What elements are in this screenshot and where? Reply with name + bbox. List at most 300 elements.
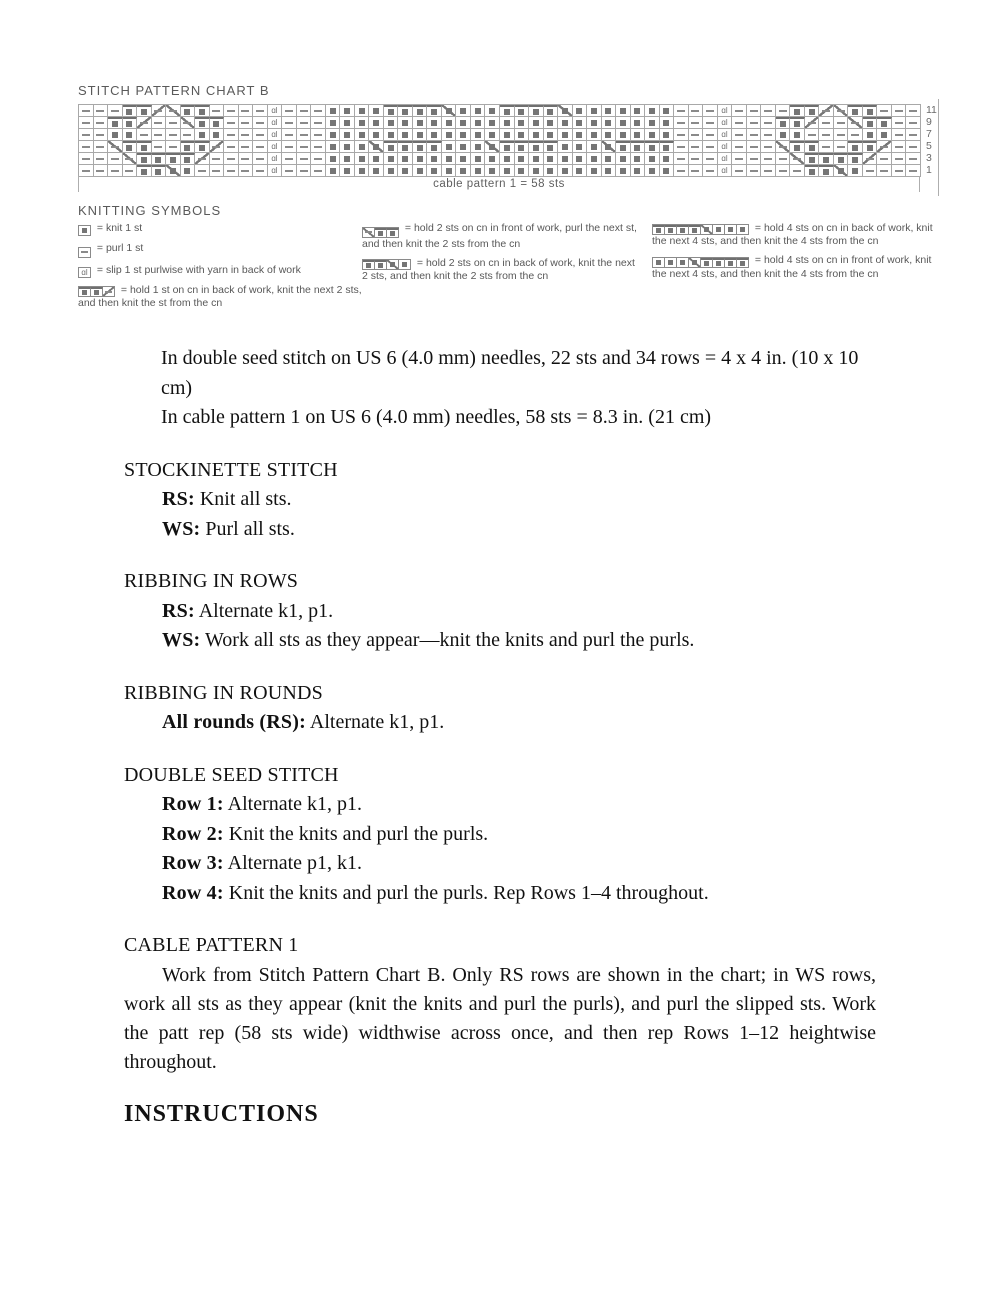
chart-cell [413,165,428,177]
chart-cell [653,258,665,268]
chart-cell [369,105,384,117]
chart-cell [892,153,907,165]
chart-cell [108,165,123,177]
chart-cell [713,258,725,268]
chart-cell [848,165,863,177]
chart-cell [340,141,355,153]
chart-cell [311,141,326,153]
legend-item [652,222,934,248]
chart-cell [689,225,701,235]
chart-cell [747,129,762,141]
chart-cell [79,287,91,297]
chart-cell [239,153,254,165]
chart-cell [529,141,544,153]
chart-cell [282,117,297,129]
chart-cell [79,226,91,236]
chart-row-number: 3 [926,152,932,164]
chart-cell [210,105,225,117]
chart-cell [413,117,428,129]
chart-cell [863,129,878,141]
chart-cell [587,153,602,165]
chart-cell [123,105,138,117]
chart-cell [427,117,442,129]
chart-cell [573,117,588,129]
chart-title: STITCH PATTERN CHART B [78,83,270,98]
chart-row-number: 9 [926,116,932,128]
stitch-chart-grid [78,104,921,177]
chart-cell [703,165,718,177]
chart-cell [398,129,413,141]
chart-cell [834,117,849,129]
chart-cell [442,129,457,141]
chart-cell [253,165,268,177]
chart-cell [747,117,762,129]
chart-cell [660,165,675,177]
chart-cell [442,153,457,165]
chart-cell [674,141,689,153]
chart-cell [819,129,834,141]
entry: RS: Knit all sts. [162,488,292,510]
chart-cell [529,105,544,117]
chart-cell [239,117,254,129]
chart-cell [195,141,210,153]
section-heading-double-seed: DOUBLE SEED STITCH [124,763,339,786]
chart-cell [427,129,442,141]
chart-cell [108,141,123,153]
chart-cell [224,129,239,141]
chart-cell [363,260,375,270]
legend-text: = hold 4 sts on cn in front of work, knit the next 4 sts, and then knit the 4 sts from the cn [652,254,932,280]
chart-cell [456,117,471,129]
chart-cell [689,153,704,165]
chart-cell [311,153,326,165]
chart-cell [195,153,210,165]
chart-cell [485,117,500,129]
chart-cell [340,153,355,165]
entry: Row 1: Alternate k1, p1. [162,793,363,815]
chart-cell [834,141,849,153]
entry: Row 3: Alternate p1, k1. [162,852,363,874]
chart-cell [384,129,399,141]
chart-cell [210,129,225,141]
chart-cell [181,165,196,177]
chart-cell [790,117,805,129]
entry: RS: Alternate k1, p1. [162,599,334,622]
chart-cell [500,105,515,117]
chart-cell [297,129,312,141]
chart-cell [834,129,849,141]
chart-cell [674,117,689,129]
chart-cell [442,117,457,129]
chart-cell [761,129,776,141]
chart-cell [398,153,413,165]
chart-cell [631,165,646,177]
chart-cell [123,141,138,153]
chart-cell [689,165,704,177]
chart-cell: ɑl [718,105,733,117]
chart-cell [834,165,849,177]
chart-cell [369,141,384,153]
chart-cell [94,165,109,177]
chart-cell [790,141,805,153]
chart-cell [485,141,500,153]
chart-cell [558,117,573,129]
chart-cell [631,153,646,165]
chart-cell [152,117,167,129]
chart-cell [79,153,94,165]
legend-symbol [78,286,115,297]
chart-cell [210,141,225,153]
chart-cell [877,105,892,117]
chart-cell [137,153,152,165]
legend-text: = hold 1 st on cn in back of work, knit the next 2 sts, and then knit the st from the cn [78,284,362,309]
chart-cell [253,117,268,129]
chart-cell [689,117,704,129]
chart-cell [645,153,660,165]
legend-text: = slip 1 st purlwise with yarn in back of work [94,263,301,276]
chart-cell [863,117,878,129]
chart-cell [326,141,341,153]
chart-cell [253,129,268,141]
chart-cell [427,105,442,117]
chart-cell [195,129,210,141]
chart-cell [340,105,355,117]
legend-text: = knit 1 st [94,222,143,234]
chart-cell [442,105,457,117]
chart-cell [761,117,776,129]
chart-cell [427,165,442,177]
chart-cell [660,117,675,129]
chart-cell: ɑl [718,117,733,129]
chart-cell [384,153,399,165]
chart-cell [848,129,863,141]
chart-cell [471,105,486,117]
chart-cell [326,129,341,141]
chart-cell [737,225,749,235]
chart-cell [515,165,530,177]
chart-cell: ɑl [268,141,283,153]
chart-cell [713,225,725,235]
chart-cell [137,117,152,129]
chart-cell [369,165,384,177]
chart-cell [224,165,239,177]
chart-cell [558,105,573,117]
legend-column-middle [362,222,640,289]
chart-cell [108,117,123,129]
chart-cell [79,248,91,258]
chart-cell [677,225,689,235]
chart-cell [725,258,737,268]
chart-cell [471,165,486,177]
chart-cell [747,165,762,177]
chart-cell [616,105,631,117]
chart-cell [239,165,254,177]
chart-cell [253,105,268,117]
chart-cell [703,105,718,117]
chart-cell [79,141,94,153]
chart-cell [355,105,370,117]
chart-cell [369,129,384,141]
chart-cell [790,153,805,165]
chart-cell [384,141,399,153]
chart-cell [776,117,791,129]
chart-cell [631,105,646,117]
chart-cell [892,141,907,153]
chart-cell [877,165,892,177]
chart-cell [500,165,515,177]
cable-pattern-paragraph: Work from Stitch Pattern Chart B. Only RS rows are shown in the chart; in WS rows, work all sts as they appear (knit the knits and purl the purls), and purl the slipped sts. Work the patt rep (58 sts wide) widthwise across once, and then rep Rows 1–12 heightwise throughout. [124,963,876,1073]
legend-text: = purl 1 st [94,242,144,254]
chart-cell [776,153,791,165]
chart-cell [282,141,297,153]
section-heading-ribbing-rows: RIBBING IN ROWS [124,570,299,592]
chart-cell [906,105,921,117]
chart-cell [701,258,713,268]
chart-cell [544,153,559,165]
chart-cell [456,105,471,117]
legend-symbol [78,225,91,236]
chart-cell [355,129,370,141]
chart-cell [877,141,892,153]
chart-cell [848,105,863,117]
chart-cell [805,129,820,141]
chart-cell [906,153,921,165]
chart-cell [166,129,181,141]
chart-row-number: 11 [926,104,937,116]
section-heading-cable-pattern: CABLE PATTERN 1 [124,934,299,956]
chart-cell [631,129,646,141]
chart-cell [602,165,617,177]
chart-cell [602,153,617,165]
chart-cell [653,225,665,235]
legend-item [78,242,364,258]
chart-cell [442,165,457,177]
chart-cell [500,153,515,165]
chart-cell [863,141,878,153]
chart-cell [660,105,675,117]
chart-cell [94,129,109,141]
chart-cell [805,165,820,177]
chart-cell [355,141,370,153]
chart-cell [544,117,559,129]
chart-cell [544,141,559,153]
legend-title: KNITTING SYMBOLS [78,203,222,218]
chart-cell [602,141,617,153]
chart-cell [587,141,602,153]
chart-cell [616,129,631,141]
chart-cell [674,153,689,165]
chart-cell [456,153,471,165]
chart-cell [210,165,225,177]
chart-cell [761,105,776,117]
chart-cell [573,153,588,165]
chart-cell [819,141,834,153]
chart-cell [674,105,689,117]
chart-cell [94,153,109,165]
chart-cell [456,129,471,141]
chart-cell [297,141,312,153]
chart-cell [631,141,646,153]
chart-cell [819,105,834,117]
legend-item [652,254,934,281]
chart-cell: ɑl [268,153,283,165]
chart-cell [790,129,805,141]
chart-cell [123,153,138,165]
chart-cell [732,117,747,129]
chart-cell [677,258,689,268]
chart-cell [471,153,486,165]
chart-cell [805,105,820,117]
entry: WS: Purl all sts. [162,517,295,540]
gauge-line-1: In double seed stitch on US 6 (4.0 mm) needles, 22 sts and 34 rows = 4 x 4 in. (10 x 10 cm) [161,347,859,399]
chart-cell [297,117,312,129]
chart-cell [631,117,646,129]
chart-cell [355,165,370,177]
chart-cell [442,141,457,153]
entry: All rounds (RS): Alternate k1, p1. [162,711,445,733]
chart-cell [587,165,602,177]
chart-cell [602,129,617,141]
chart-cell [282,165,297,177]
chart-cell [224,105,239,117]
chart-cell [399,260,411,270]
chart-cell [747,153,762,165]
instructions-heading: INSTRUCTIONS [124,1100,319,1127]
chart-cell [848,153,863,165]
chart-cell [375,260,387,270]
chart-cell [166,141,181,153]
body-text [124,344,876,1129]
chart-cell [152,153,167,165]
chart-cell [181,153,196,165]
chart-cell [181,117,196,129]
legend-text: = hold 4 sts on cn in back of work, knit the next 4 sts, and then knit the 4 sts from the cn [652,222,933,247]
chart-repeat-caption: cable pattern 1 = 58 sts [433,178,565,190]
chart-cell [674,165,689,177]
chart-cell [282,129,297,141]
chart-cell [805,153,820,165]
legend-item [78,284,364,310]
chart-cell [355,117,370,129]
chart-cell [326,165,341,177]
chart-cell [297,105,312,117]
chart-cell [776,165,791,177]
chart-cell [91,287,103,297]
chart-cell [79,165,94,177]
chart-cell [224,141,239,153]
chart-cell [732,105,747,117]
gauge-block [161,344,876,433]
chart-cell [108,129,123,141]
chart-cell [737,258,749,268]
chart-cell [616,117,631,129]
chart-cell [224,153,239,165]
chart-cell [123,165,138,177]
chart-cell [108,153,123,165]
chart-cell [747,141,762,153]
chart-cell [544,165,559,177]
chart-cell [413,141,428,153]
chart-cell [195,165,210,177]
chart-cell [660,129,675,141]
chart-cell [863,153,878,165]
chart-cell [500,141,515,153]
chart-cell [326,117,341,129]
chart-cell [906,141,921,153]
legend-text: = hold 2 sts on cn in front of work, purl the next st, and then knit the 2 sts from the cn [362,222,637,250]
chart-cell [544,105,559,117]
chart-cell [616,165,631,177]
chart-cell [500,129,515,141]
chart-cell: ɑl [79,268,91,278]
chart-cell: ɑl [268,165,283,177]
chart-cell [790,165,805,177]
chart-cell [732,165,747,177]
chart-cell [363,228,375,238]
chart-cell [515,153,530,165]
chart-cell [877,129,892,141]
chart-cell [529,153,544,165]
chart-cell: ɑl [718,165,733,177]
chart-row-number: 7 [926,128,932,140]
chart-cell [369,153,384,165]
chart-cell [732,141,747,153]
chart-cell [515,141,530,153]
chart-cell [703,153,718,165]
chart-cell [515,105,530,117]
chart-cell [573,141,588,153]
chart-cell [311,129,326,141]
chart-cell [558,141,573,153]
chart-cell [79,117,94,129]
chart-cell [94,105,109,117]
legend-text: = hold 2 sts on cn in back of work, knit the next 2 sts, and then knit the 2 sts from the cn [362,256,635,282]
chart-cell [239,105,254,117]
legend-item [362,222,640,251]
chart-cell [384,105,399,117]
chart-cell [701,225,713,235]
chart-cell [485,153,500,165]
chart-cell [340,165,355,177]
chart-cell [645,105,660,117]
chart-cell [297,165,312,177]
chart-cell [645,117,660,129]
chart-cell [181,105,196,117]
chart-cell [776,141,791,153]
chart-cell [456,141,471,153]
chart-cell [892,165,907,177]
chart-cell [834,153,849,165]
chart-cell [152,165,167,177]
chart-cell [819,153,834,165]
chart-cell [747,105,762,117]
chart-outer-right-line [938,99,939,196]
chart-cell [239,129,254,141]
chart-cell [456,165,471,177]
chart-cell [253,153,268,165]
chart-cell [665,225,677,235]
chart-cell [137,141,152,153]
chart-cell [732,153,747,165]
chart-cell: ɑl [268,105,283,117]
chart-cell [166,117,181,129]
legend-item [362,257,640,283]
chart-cell [544,129,559,141]
chart-cell [660,153,675,165]
section-heading-stockinette: STOCKINETTE STITCH [124,458,338,481]
chart-cell [224,117,239,129]
chart-cell [485,165,500,177]
